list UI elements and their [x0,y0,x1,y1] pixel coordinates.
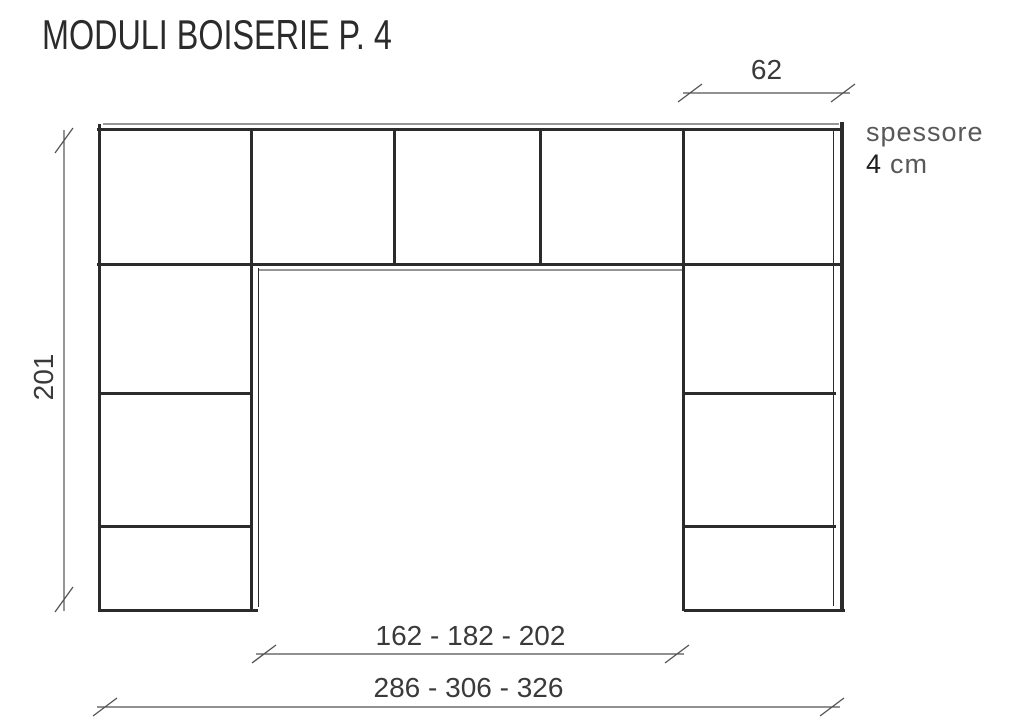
bridge-top-band [97,124,844,270]
dim-total-widths-label: 286 - 306 - 326 [373,672,564,703]
dim-62-label: 62 [750,54,783,85]
thickness-unit: cm [890,149,929,179]
right-column [684,122,846,611]
dimension-62 [678,84,855,102]
thickness-value: 4 [866,149,882,179]
page-title: MODULI BOISERIE P. 4 [42,11,392,58]
dim-opening-widths-label: 162 - 182 - 202 [375,620,566,651]
thickness-note-label: spessore [866,117,984,147]
thickness-note-value-row [866,148,984,180]
dim-201-label: 201 [28,353,59,401]
thickness-note [866,116,984,180]
left-column [98,124,259,611]
